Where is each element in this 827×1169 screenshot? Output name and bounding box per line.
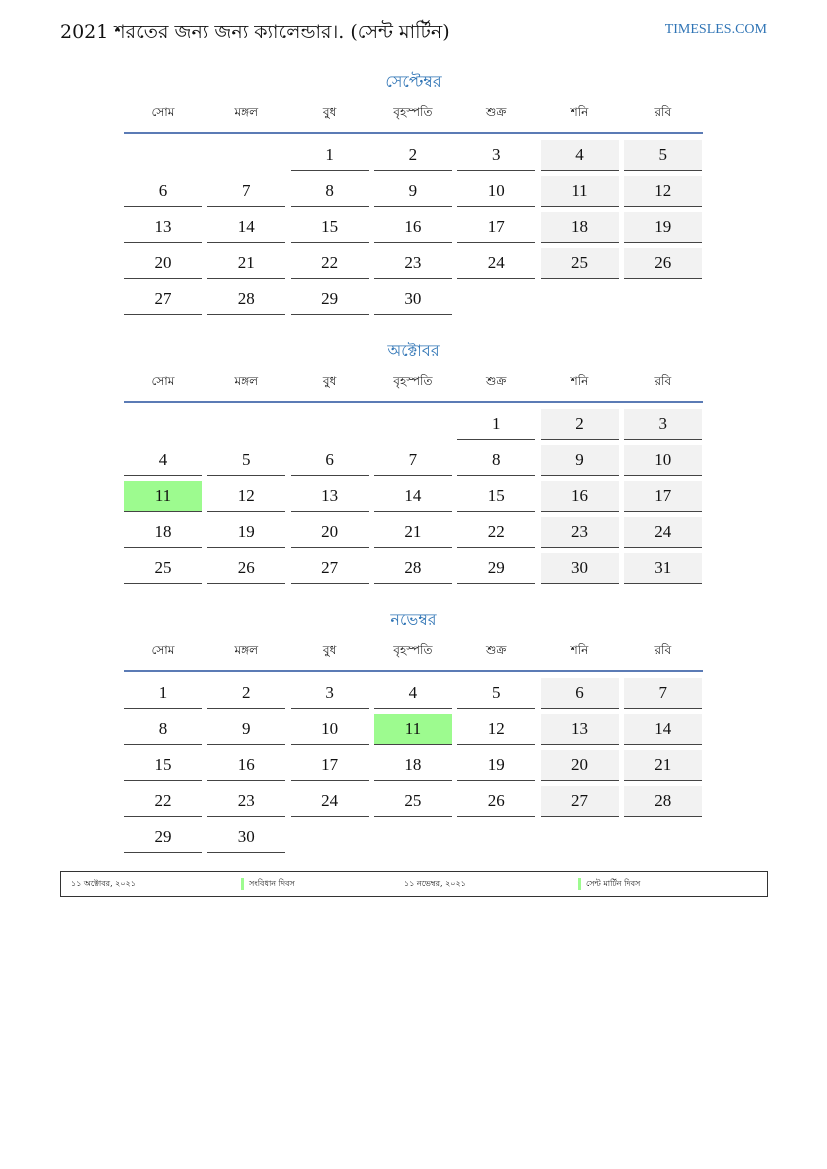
- day-cell: 7: [624, 678, 702, 709]
- day-cell: 24: [624, 517, 702, 548]
- day-cell: 22: [291, 248, 369, 279]
- day-cell: 17: [624, 481, 702, 512]
- day-cell: 24: [291, 786, 369, 817]
- weekday-label: সোম: [151, 643, 175, 657]
- day-cell: 25: [541, 248, 619, 279]
- day-cell: 4: [374, 678, 452, 709]
- day-cell: 3: [624, 409, 702, 440]
- legend-color-marker-1: [241, 878, 244, 890]
- day-cell: 4: [541, 140, 619, 171]
- day-cell: 16: [374, 212, 452, 243]
- day-cell: 15: [124, 750, 202, 781]
- day-cell: 8: [124, 714, 202, 745]
- weekday-label: শুক্র: [486, 374, 507, 388]
- day-cell: 5: [207, 445, 285, 476]
- weekday-label: বুধ: [322, 374, 337, 388]
- day-cell: 29: [457, 553, 535, 584]
- day-cell: 19: [457, 750, 535, 781]
- day-cell: 7: [207, 176, 285, 207]
- legend-date-2: ১১ নভেম্বর, ২০২১: [404, 879, 466, 888]
- day-cell: 23: [374, 248, 452, 279]
- day-cell: 28: [624, 786, 702, 817]
- day-cell: 10: [624, 445, 702, 476]
- weekday-header: [124, 638, 703, 672]
- day-cell: 14: [374, 481, 452, 512]
- day-cell: 18: [541, 212, 619, 243]
- weekday-label: বুধ: [322, 643, 337, 657]
- page-title: 2021 শরতের জন্য জন্য ক্যালেন্ডার।. (সেন্ট মার্টিন): [60, 21, 450, 43]
- day-cell: 14: [624, 714, 702, 745]
- day-cell: 23: [541, 517, 619, 548]
- weekday-label: শনি: [570, 105, 589, 119]
- day-cell: 1: [457, 409, 535, 440]
- day-cell: 24: [457, 248, 535, 279]
- day-cell: 15: [457, 481, 535, 512]
- day-cell: 9: [374, 176, 452, 207]
- day-cell: 18: [124, 517, 202, 548]
- day-cell: 20: [291, 517, 369, 548]
- weekday-label: সোম: [151, 105, 175, 119]
- day-cell: 2: [374, 140, 452, 171]
- weekday-label: শুক্র: [486, 643, 507, 657]
- day-cell: 29: [291, 284, 369, 315]
- day-cell: 26: [624, 248, 702, 279]
- day-cell: 10: [291, 714, 369, 745]
- legend-color-marker-2: [578, 878, 581, 890]
- day-cell: 6: [541, 678, 619, 709]
- day-cell: 21: [374, 517, 452, 548]
- day-cell: 9: [541, 445, 619, 476]
- day-cell: 16: [207, 750, 285, 781]
- weekday-label: বৃহস্পতি: [393, 374, 433, 388]
- day-cell: 30: [207, 822, 285, 853]
- day-cell: 8: [291, 176, 369, 207]
- weekday-label: বুধ: [322, 105, 337, 119]
- day-cell: 19: [624, 212, 702, 243]
- day-cell: 10: [457, 176, 535, 207]
- weekday-label: রবি: [654, 643, 672, 657]
- weekday-header: [124, 369, 703, 403]
- day-cell: 26: [207, 553, 285, 584]
- weekday-label: মঙ্গল: [234, 105, 259, 119]
- day-cell: 3: [457, 140, 535, 171]
- day-cell: 2: [207, 678, 285, 709]
- day-cell: 26: [457, 786, 535, 817]
- day-cell: 6: [124, 176, 202, 207]
- month-title: নভেম্বর: [390, 610, 437, 629]
- weekday-label: শনি: [570, 643, 589, 657]
- weekday-label: রবি: [654, 374, 672, 388]
- legend-date-1: ১১ অক্টোবর, ২০২১: [71, 879, 136, 888]
- day-cell: 29: [124, 822, 202, 853]
- legend-label-1: সংবিধান দিবস: [249, 879, 295, 888]
- month-block: [124, 339, 703, 577]
- day-cell: 12: [457, 714, 535, 745]
- day-cell: 13: [541, 714, 619, 745]
- day-cell: 28: [374, 553, 452, 584]
- site-link[interactable]: TIMESLES.COM: [664, 22, 767, 37]
- legend-label-2: সেন্ট মার্টিন দিবস: [586, 879, 641, 888]
- holiday-legend: [60, 871, 768, 897]
- weekday-header: [124, 100, 703, 134]
- weekday-label: রবি: [654, 105, 672, 119]
- day-cell: 27: [541, 786, 619, 817]
- day-cell: 13: [291, 481, 369, 512]
- day-cell: 31: [624, 553, 702, 584]
- day-cell: 6: [291, 445, 369, 476]
- day-cell: 23: [207, 786, 285, 817]
- day-cell: 21: [624, 750, 702, 781]
- holiday-day-cell: 11: [124, 481, 202, 512]
- day-cell: 30: [541, 553, 619, 584]
- day-cell: 1: [124, 678, 202, 709]
- day-cell: 8: [457, 445, 535, 476]
- day-cell: 5: [457, 678, 535, 709]
- day-cell: 30: [374, 284, 452, 315]
- weekday-label: সোম: [151, 374, 175, 388]
- day-cell: 11: [541, 176, 619, 207]
- weekday-label: বৃহস্পতি: [393, 643, 433, 657]
- day-cell: 12: [624, 176, 702, 207]
- month-title: সেপ্টেম্বর: [385, 72, 442, 91]
- day-cell: 22: [124, 786, 202, 817]
- day-cell: 17: [457, 212, 535, 243]
- day-cell: 1: [291, 140, 369, 171]
- day-cell: 17: [291, 750, 369, 781]
- day-cell: 3: [291, 678, 369, 709]
- weekday-label: শুক্র: [486, 105, 507, 119]
- weekday-label: মঙ্গল: [234, 374, 259, 388]
- day-cell: 22: [457, 517, 535, 548]
- weekday-label: বৃহস্পতি: [393, 105, 433, 119]
- day-cell: 2: [541, 409, 619, 440]
- day-cell: 25: [374, 786, 452, 817]
- day-cell: 20: [124, 248, 202, 279]
- day-cell: 27: [124, 284, 202, 315]
- day-cell: 18: [374, 750, 452, 781]
- month-block: [124, 608, 703, 846]
- day-cell: 27: [291, 553, 369, 584]
- day-cell: 12: [207, 481, 285, 512]
- day-cell: 28: [207, 284, 285, 315]
- day-cell: 13: [124, 212, 202, 243]
- month-title: অক্টোবর: [387, 341, 440, 360]
- day-cell: 14: [207, 212, 285, 243]
- day-cell: 16: [541, 481, 619, 512]
- day-cell: 20: [541, 750, 619, 781]
- day-cell: 9: [207, 714, 285, 745]
- month-block: [124, 70, 703, 308]
- holiday-day-cell: 11: [374, 714, 452, 745]
- day-cell: 7: [374, 445, 452, 476]
- weekday-label: মঙ্গল: [234, 643, 259, 657]
- day-cell: 21: [207, 248, 285, 279]
- day-cell: 19: [207, 517, 285, 548]
- day-cell: 25: [124, 553, 202, 584]
- day-cell: 4: [124, 445, 202, 476]
- weekday-label: শনি: [570, 374, 589, 388]
- day-cell: 15: [291, 212, 369, 243]
- day-cell: 5: [624, 140, 702, 171]
